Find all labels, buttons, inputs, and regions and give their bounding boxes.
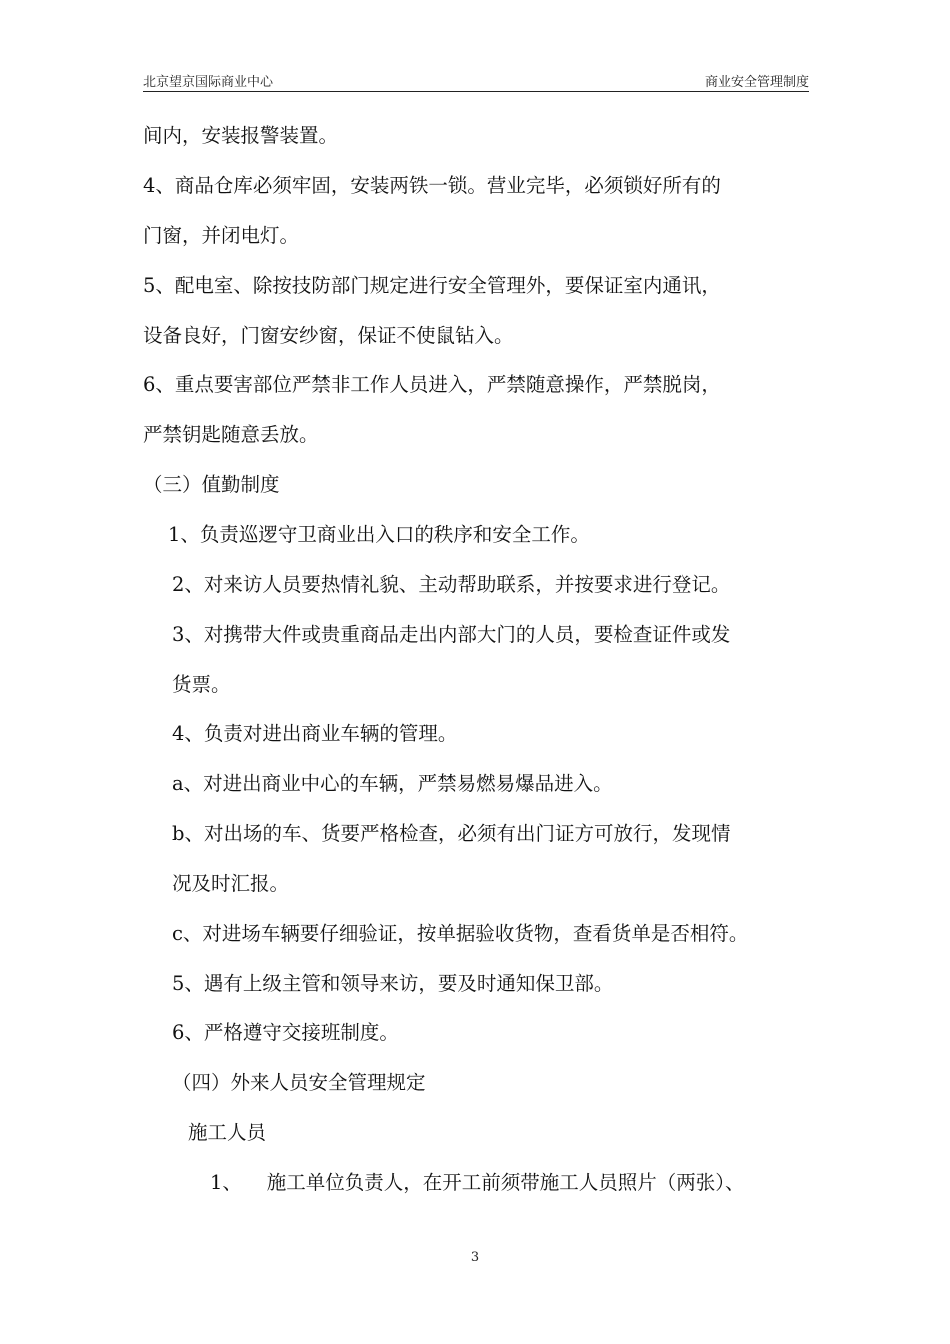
page-number: 3 bbox=[470, 1250, 480, 1265]
header-company-name: 北京望京国际商业中心 bbox=[143, 75, 274, 90]
text-line: 5、遇有上级主管和领导来访，要及时通知保卫部。 bbox=[172, 972, 614, 995]
text-line: 设备良好，门窗安纱窗，保证不使鼠钻入。 bbox=[143, 324, 514, 347]
page-header bbox=[143, 71, 809, 92]
text-line: 6、严格遵守交接班制度。 bbox=[172, 1021, 399, 1044]
subsection-heading: 施工人员 bbox=[188, 1121, 267, 1144]
section-heading: （四）外来人员安全管理规定 bbox=[172, 1071, 426, 1094]
text-line: b、对出场的车、货要严格检查，必须有出门证方可放行，发现情 bbox=[172, 822, 731, 845]
text-line: 4、商品仓库必须牢固，安装两铁一锁。营业完毕，必须锁好所有的 bbox=[143, 174, 721, 197]
section-heading: （三）值勤制度 bbox=[143, 473, 280, 496]
text-line: 5、配电室、除按技防部门规定进行安全管理外，要保证室内通讯， bbox=[143, 274, 721, 297]
text-line: c、对进场车辆要仔细验证，按单据验收货物，查看货单是否相符。 bbox=[172, 922, 749, 945]
text-line: 1、 施工单位负责人，在开工前须带施工人员照片（两张）、 bbox=[210, 1171, 745, 1194]
text-line: 严禁钥匙随意丢放。 bbox=[143, 423, 319, 446]
text-line: 间内，安装报警装置。 bbox=[143, 124, 339, 147]
text-line: 3、对携带大件或贵重商品走出内部大门的人员，要检查证件或发 bbox=[172, 623, 731, 646]
text-line: 6、重点要害部位严禁非工作人员进入，严禁随意操作，严禁脱岗， bbox=[143, 373, 721, 396]
text-line: a、对进出商业中心的车辆，严禁易燃易爆品进入。 bbox=[172, 772, 613, 795]
header-document-title: 商业安全管理制度 bbox=[704, 75, 809, 90]
text-line: 1、负责巡逻守卫商业出入口的秩序和安全工作。 bbox=[168, 523, 590, 546]
text-line: 货票。 bbox=[172, 673, 231, 696]
text-line: 门窗，并闭电灯。 bbox=[143, 224, 300, 247]
text-line: 2、对来访人员要热情礼貌、主动帮助联系，并按要求进行登记。 bbox=[172, 573, 731, 596]
text-line: 4、负责对进出商业车辆的管理。 bbox=[172, 722, 458, 745]
text-line: 况及时汇报。 bbox=[172, 872, 290, 895]
